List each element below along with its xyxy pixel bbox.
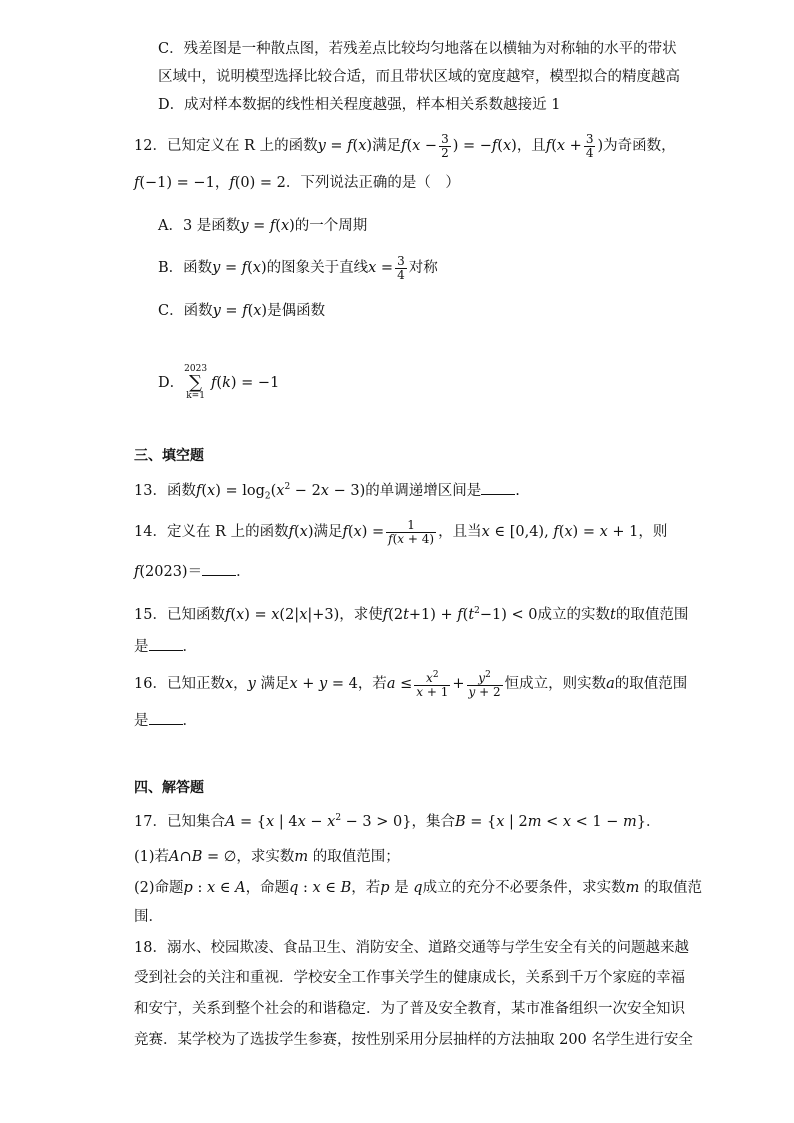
q12-option-b: B．函数y = f(x)的图象关于直线x = $\frac{3}{4}$ 对称	[158, 253, 438, 282]
q11-option-c-line2: 区域中，说明模型选择比较合适，而且带状区域的宽度越窄，模型拟合的精度越高	[158, 69, 680, 85]
q12-stem-line2: f(−1) = −1，f(0) = 2．下列说法正确的是（ ）	[134, 175, 460, 191]
q12-stem-line1: 12．已知定义在 R 上的函数y = f(x)满足f(x − $\frac{3}{2}$ ) = −f(x)，且f(x + $\frac{3}{4}$ )为奇函数，	[134, 131, 676, 160]
section-answer-heading: 四、解答题	[134, 780, 204, 796]
q11-option-c-line1: C．残差图是一种散点图，若残差点比较均匀地落在以横轴为对称轴的水平的带状	[158, 41, 677, 57]
q14-line1: 14．定义在 R 上的函数f(x)满足f(x) = $\frac{1}{f(x + 4)}$ ，且当x ∈ [0,4), f(x) = x + 1，则	[134, 517, 668, 546]
q16-line2: 是 ．	[134, 710, 197, 732]
q17-part2-line1: (2)命题p : x ∈ A，命题q : x ∈ B，若p 是 q成立的充分不必要条件，求实数m 的取值范	[134, 880, 702, 896]
q18-line4: 竞赛．某学校为了选拔学生参赛，按性别采用分层抽样的方法抽取 200 名学生进行安全	[134, 1032, 693, 1048]
q14-line2: f(2023)＝ ．	[134, 561, 251, 583]
q11-option-d: D．成对样本数据的线性相关程度越强，样本相关系数越接近 1	[158, 97, 561, 113]
q17-part2-line2: 围．	[134, 909, 163, 925]
q17-part1: (1)若A∩B = ∅，求实数m 的取值范围；	[134, 849, 400, 865]
q12-option-a: A．3 是函数y = f(x)的一个周期	[158, 218, 368, 234]
q12-option-d: D．2023 ∑ k=1f(k) = −1	[158, 364, 280, 401]
section-fill-in-heading: 三、填空题	[134, 448, 204, 464]
q13: 13．函数$f(x) = \log_2(x^2 - 2x - 3)$的单调递增区间是 .	[134, 476, 520, 508]
q13-answer-blank[interactable]	[481, 480, 515, 495]
q14-answer-blank[interactable]	[202, 561, 236, 576]
q16-line1: 16．已知正数x，y 满足x + y = 4，若a ≤ $\frac{x^2}{x + 1}$ + $\frac{y^2}{y + 2}$ 恒成立，则实数a的取值范围	[134, 670, 688, 699]
q17-stem: 17．已知集合A = {x | $4x - x^2 - 3 > 0$}，集合B = {x | 2m < x < 1 − m}．	[134, 813, 661, 830]
q18-line1: 18．溺水、校园欺凌、食品卫生、消防安全、道路交通等与学生安全有关的问题越来越	[134, 940, 689, 956]
q15-answer-blank[interactable]	[149, 636, 183, 651]
q15-line1: 15．已知函数f(x) = x(2|x|+3)，求使$f(2t+1) + f(t^2-1) < 0$成立的实数t的取值范围	[134, 606, 689, 623]
q12-option-c: C．函数y = f(x)是偶函数	[158, 303, 326, 319]
q18-line2: 受到社会的关注和重视．学校安全工作事关学生的健康成长，关系到千万个家庭的幸福	[134, 970, 685, 986]
q15-line2: 是 ．	[134, 636, 197, 658]
q18-line3: 和安宁，关系到整个社会的和谐稳定．为了普及安全教育，某市准备组织一次安全知识	[134, 1001, 685, 1017]
q16-answer-blank[interactable]	[149, 710, 183, 725]
